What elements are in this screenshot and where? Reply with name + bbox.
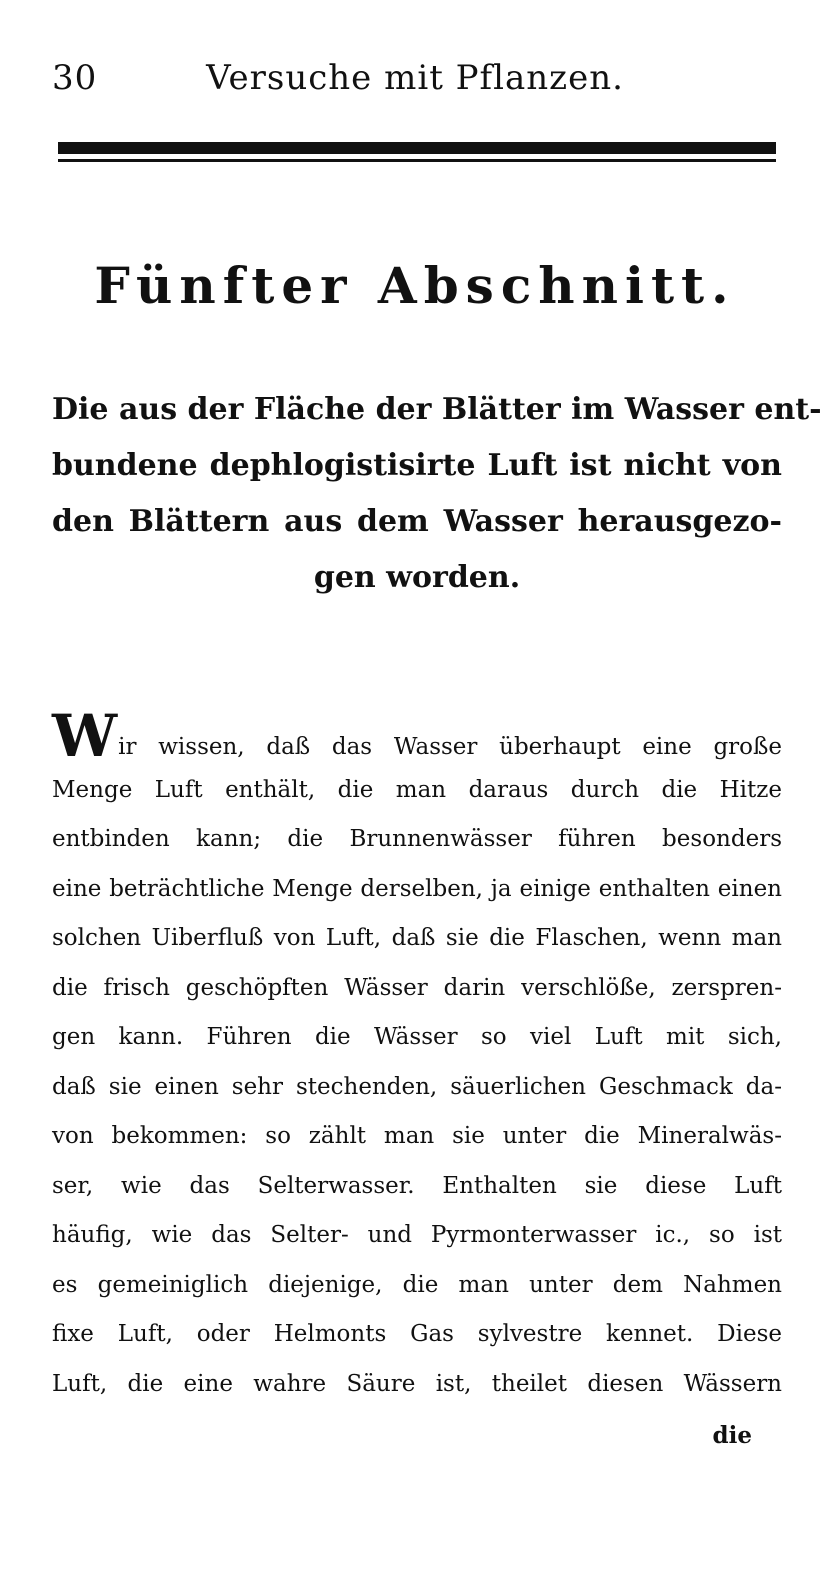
- body-line: fixe Luft, oder Helmonts Gas sylvestre kennet. Diese: [52, 1321, 782, 1347]
- body-line: ser, wie das Selterwasser. Enthalten sie diese Luft: [52, 1172, 782, 1199]
- body-line: solchen Uiberfluß von Luft, daß sie die Flaschen, wenn man: [52, 925, 782, 951]
- section-heading: [52, 382, 822, 606]
- catchword: die: [712, 1422, 752, 1449]
- body-line: gen kann. Führen die Wässer so viel Luft mit sich,: [52, 1024, 782, 1050]
- body-paragraph: [52, 702, 782, 1409]
- body-line: von bekommen: so zählt man sie unter die Mineralwäs-: [52, 1123, 782, 1149]
- body-line: eine beträchtliche Menge derselben, ja einige enthalten einen: [52, 875, 782, 902]
- heading-line: Die aus der Fläche der Blätter im Wasser ent-: [52, 392, 822, 427]
- running-title: Versuche mit Pflanzen.: [206, 58, 624, 98]
- first-line-text: ir wissen, daß das Wasser überhaupt eine große: [118, 734, 782, 760]
- heading-line: den Blättern aus dem Wasser herausgezo-: [52, 504, 782, 539]
- body-line: Menge Luft enthält, die man daraus durch die Hitze: [52, 776, 782, 803]
- body-line: häufig, wie das Selter- und Pyrmonterwasser ic., so ist: [52, 1222, 782, 1248]
- body-line: die frisch geschöpften Wässer darin verschlöße, zerspren-: [52, 974, 782, 1001]
- body-line: Luft, die eine wahre Säure ist, theilet diesen Wässern: [52, 1370, 782, 1397]
- heading-line: bundene dephlogistisirte Luft ist nicht von: [52, 448, 782, 483]
- body-line: es gemeiniglich diejenige, die man unter dem Nahmen: [52, 1271, 782, 1298]
- body-line: entbinden kann; die Brunnenwässer führen besonders: [52, 826, 782, 852]
- header-rule-thin: [58, 159, 776, 162]
- body-line-first: [52, 702, 782, 770]
- heading-line: gen worden.: [313, 560, 521, 595]
- drop-initial: W: [52, 702, 118, 770]
- page-number: 30: [52, 58, 98, 98]
- body-line: daß sie einen sehr stechenden, säuerlichen Geschmack da-: [52, 1073, 782, 1100]
- section-title: Fünfter Abschnitt.: [94, 256, 736, 315]
- header-rule-thick: [58, 142, 776, 154]
